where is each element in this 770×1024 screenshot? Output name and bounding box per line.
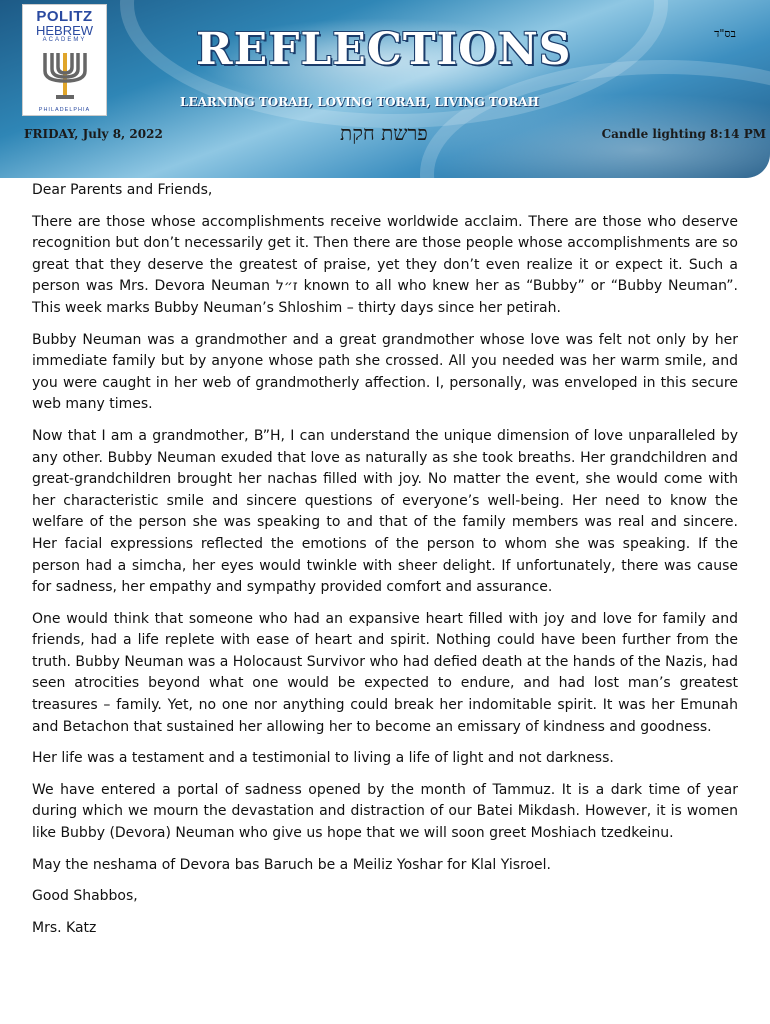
logo-line-1: POLITZ [36, 8, 93, 25]
issue-date: FRIDAY, July 8, 2022 [24, 127, 163, 141]
newsletter-subtitle: LEARNING TORAH, LOVING TORAH, LIVING TORAH [180, 95, 539, 109]
letter-paragraph: We have entered a portal of sadness opened by the month of Tammuz. It is a dark time of year during which we mourn the devastation and distraction of our Batei Mikdash. However, it is women like Bubby (Devora) Neuman who give us hope that we will soon greet Moshiach tzedkeinu. [32, 781, 738, 842]
letter-closing: Good Shabbos, [32, 888, 138, 905]
logo-line-3: ACADEMY [42, 37, 87, 43]
parsha-name: פרשת חקת [340, 121, 428, 145]
logo-line-2: HEBREW [35, 23, 94, 38]
letter-paragraph: One would think that someone who had an expansive heart filled with joy and love for family and friends, had a life replete with ease of heart and spirit. Nothing could have been further from the truth. Bubby Neuman was a Holocaust Survivor who had defied death at the hands of the Nazis, had seen atrocities beyond what one would be expected to endure, and had lost man’s greatest treasures – family. Yet, no one nor anything could break her indomitable spirit. It was her Emunah and Betachon that sustained her allowing her to become an emissary of kindness and goodness. [32, 610, 738, 735]
letter-greeting: Dear Parents and Friends, [32, 182, 213, 198]
letter-paragraph: Now that I am a grandmother, B”H, I can understand the unique dimension of love unparalleled by any other. Bubby Neuman exuded that love as naturally as she took breaths. Her grandchildren and great-grandchildren brought her nachas filled with joy. No matter the event, she would come with her characteristic smile and sincere questions of everyone’s well-being. Her need to know the welfare of the person she was speaking to and that of the family members was real and sincere. Her facial expressions reflected the emotions of the person to whom she was speaking. If the person had a simcha, her eyes would twinkle with sheer delight. If unfortunately, there was cause for sadness, her empathy and sympathy provided comfort and assurance. [32, 427, 738, 596]
candle-lighting-time: Candle lighting 8:14 PM [601, 127, 766, 141]
newsletter-title: REFLECTIONS [196, 24, 572, 75]
letter-signature: Mrs. Katz [32, 919, 97, 936]
bsd-mark: בס"ד [714, 27, 736, 40]
header-banner [0, 0, 770, 178]
letter-paragraph: Her life was a testament and a testimonial to living a life of light and not darkness. [32, 750, 614, 767]
letter-body [32, 180, 738, 949]
letter-paragraph: May the neshama of Devora bas Baruch be a Meiliz Yoshar for Klal Yisroel. [32, 856, 551, 873]
school-logo [22, 4, 107, 116]
letter-paragraph: Bubby Neuman was a grandmother and a great grandmother whose love was felt not only by her immediate family but by anyone whose path she crossed. All you needed was her warm smile, and you were caught in her web of grandmotherly affection. I, personally, was enveloped in this secure web many times. [32, 331, 738, 413]
logo-line-4: PHILADELPHIA [38, 107, 91, 113]
menorah-icon [40, 49, 90, 103]
letter-paragraph: There are those whose accomplishments receive worldwide acclaim. There are those who deserve recognition but don’t necessarily get it. Then there are those people whose accomplishments are so great that they deserve the greatest of praise, yet they don’t even realize it or expect it. Such a person was Mrs. Devora Neuman ז״ל known to all who knew her as “Bubby” or “Bubby Neuman”. This week marks Bubby Neuman’s Shloshim – thirty days since her petirah. [32, 213, 738, 316]
